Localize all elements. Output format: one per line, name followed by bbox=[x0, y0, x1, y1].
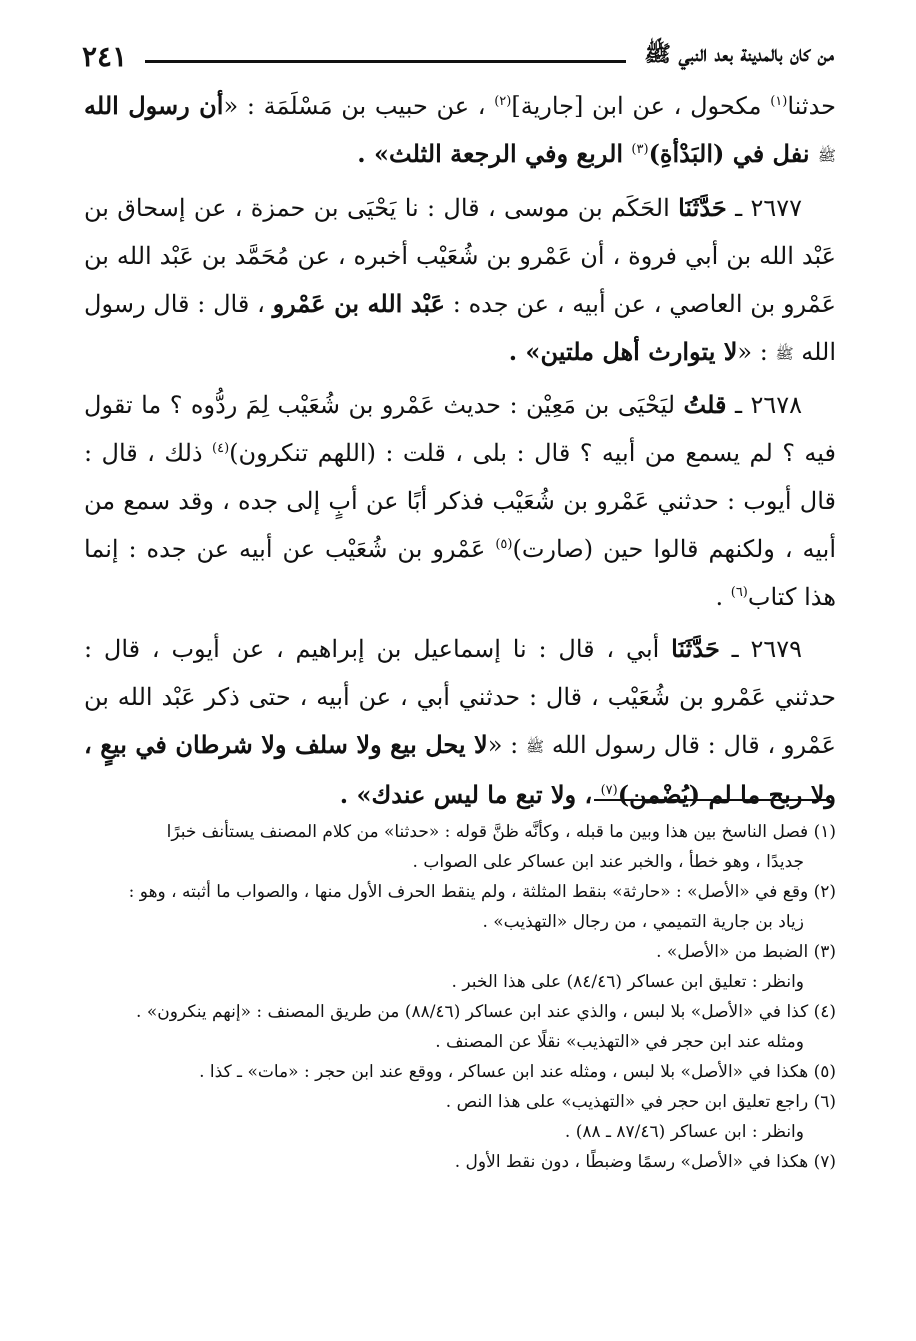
footnote-ref-3: (٣) bbox=[631, 142, 649, 157]
hadith-2677-text2: ، قال : قال رسول الله bbox=[84, 289, 836, 366]
hadith-2679-text2: : « bbox=[487, 731, 527, 759]
salawat-glyph: ﷺ bbox=[775, 344, 794, 362]
hadith-number-2678: ٢٦٧٨ ـ bbox=[726, 391, 803, 419]
hadith-2678-text: ليَحْيَى بن مَعِيْن : حديث عَمْرو بن شُعَيْب لِمَ ردُّوه ؟ ما تقول فيه ؟ لم يسمع من أبيه ؟ قال : بلى ، قلت : (اللهم تنكرون) bbox=[84, 391, 837, 467]
footnote-3-continued: وانظر : تعليق ابن عساكر (٨٤/٤٦) على هذا الخبر . bbox=[451, 972, 804, 992]
p1-bold-1: أن رسول الله bbox=[84, 91, 224, 120]
hadith-2679 bbox=[84, 625, 836, 819]
hadith-2677-name: عَبْد الله بن عَمْرو bbox=[272, 288, 445, 318]
hadith-2679-end: » . bbox=[339, 779, 372, 809]
footnote-ref-1: (١) bbox=[770, 94, 788, 109]
footnote-ref-4: (٤) bbox=[212, 441, 230, 456]
hadith-2678-text2: ذلك ، قال : قال أيوب : حدثني عَمْرو بن شُعَيْب فذكر أبًا عن أبٍ إلى جده ، وقد سمع من أبيه ، ولكنهم قالوا حين (صارت) bbox=[84, 439, 836, 563]
footnote-2-continued: زياد بن جارية التميمي ، من رجال «التهذيب» . bbox=[482, 912, 804, 932]
footnote-4: (٤) كذا في «الأصل» بلا لبس ، والذي عند ابن عساكر (٨٨/٤٦) من طريق المصنف : «إنهم ينكرون» . bbox=[136, 1002, 836, 1022]
p1-text: حدثنا bbox=[787, 92, 837, 120]
p1-end: » . bbox=[357, 139, 390, 168]
hadith-2677-text3: : « bbox=[737, 337, 776, 366]
paragraph-continued bbox=[84, 82, 836, 180]
hadith-2677-end: » . bbox=[508, 336, 541, 366]
footnote-ref-7: (٧) bbox=[600, 782, 618, 798]
hadith-2678-opener: قلتُ bbox=[683, 390, 727, 419]
hadith-2677-opener: حَدَّثَنَا bbox=[678, 192, 727, 222]
footnote-5: (٥) هكذا في «الأصل» بلا لبس ، ومثله عند ابن عساكر ، ووقع عند ابن حجر : «مات» ـ كذا . bbox=[199, 1062, 836, 1082]
hadith-2679-quote2: ، ولا تبع ما ليس عندك bbox=[371, 779, 601, 809]
p1-bold-3: الربع وفي الرجعة الثلث bbox=[389, 139, 632, 168]
footnote-7: (٧) هكذا في «الأصل» رسمًا وضبطًا ، دون نقط الأول . bbox=[454, 1152, 836, 1172]
hadith-2679-quote: لا يحل بيع ولا سلف ولا شرطان في بيعٍ ، ولا ربح ما لم (يُضْمن) bbox=[84, 730, 836, 809]
footnotes-section bbox=[84, 817, 836, 1177]
hadith-2679-opener: حَدَّثَنَا bbox=[671, 634, 720, 663]
footnote-2: (٢) وقع في «الأصل» : «حارثة» بنقط المثلثة ، ولم ينقط الحرف الأول منها ، والصواب ما أثبته ، وهو : bbox=[128, 882, 836, 902]
hadith-2678 bbox=[84, 381, 836, 621]
running-header bbox=[82, 36, 834, 76]
page-number: ٢٤١ bbox=[82, 39, 128, 73]
hadith-2677 bbox=[84, 184, 836, 378]
hadith-2677-text: الحَكَم بن موسى ، قال : نا يَحْيَى بن حمزة ، عن إسحاق بن عَبْد الله بن أبي فروة ، أن عَمْرو بن شُعَيْب أخبره ، عن مُحَمَّد بن عَبْد الله بن عَمْرو بن العاصي ، عن أبيه ، عن جده : bbox=[84, 193, 836, 318]
header-title: من كان بالمدينة بعد النبي ﷺ bbox=[644, 41, 834, 67]
footnote-4-continued: ومثله عند ابن حجر في «التهذيب» نقلًا عن المصنف . bbox=[435, 1032, 804, 1052]
salawat-glyph: ﷺ bbox=[817, 146, 836, 165]
header-rule bbox=[145, 60, 626, 63]
main-text bbox=[84, 82, 836, 819]
p1-text2: مكحول ، عن ابن [جارية] bbox=[511, 92, 771, 120]
footnote-1-continued: جديدًا ، وهو خطأ ، والخبر عند ابن عساكر على الصواب . bbox=[412, 852, 804, 872]
hadith-2679-text: أبي ، قال : نا إسماعيل بن إبراهيم ، عن أيوب ، قال : حدثني عَمْرو بن شُعَيْب ، قال : حدثني أبي ، عن أبيه ، حتى ذكر عَبْد الله بن عَمْرو ، قال : قال رسول الله bbox=[84, 635, 836, 759]
footnote-ref-6: (٦) bbox=[730, 585, 748, 600]
hadith-2678-text3: عَمْرو بن شُعَيْب عن أبيه عن جده : إنما هذا كتاب bbox=[84, 535, 836, 611]
footnote-6-continued: وانظر : ابن عساكر (٨٧/٤٦ ـ ٨٨) . bbox=[564, 1122, 804, 1142]
footnote-1: (١) فصل الناسخ بين هذا وبين ما قبله ، وكأنَّه ظنَّ قوله : «حدثنا» من كلام المصنف يستأنف خبرًا bbox=[166, 822, 836, 842]
footnote-6: (٦) راجع تعليق ابن حجر في «التهذيب» على هذا النص . bbox=[445, 1092, 836, 1112]
p1-text3: ، عن حبيب بن مَسْلَمَة : « bbox=[223, 92, 495, 120]
hadith-number-2677: ٢٦٧٧ ـ bbox=[726, 193, 803, 222]
footnote-ref-2: (٢) bbox=[494, 94, 512, 109]
footnote-3: (٣) الضبط من «الأصل» . bbox=[656, 942, 836, 962]
salawat-glyph: ﷺ bbox=[526, 737, 545, 756]
p1-bold-2: نفل في (البَدْأةِ) bbox=[648, 139, 818, 168]
hadith-number-2679: ٢٦٧٩ ـ bbox=[719, 635, 802, 663]
hadith-2678-end: . bbox=[715, 583, 731, 611]
footnote-ref-5: (٥) bbox=[495, 537, 513, 552]
hadith-2677-quote: لا يتوارث أهل ملتين bbox=[540, 336, 738, 366]
footnote-separator bbox=[594, 799, 830, 801]
